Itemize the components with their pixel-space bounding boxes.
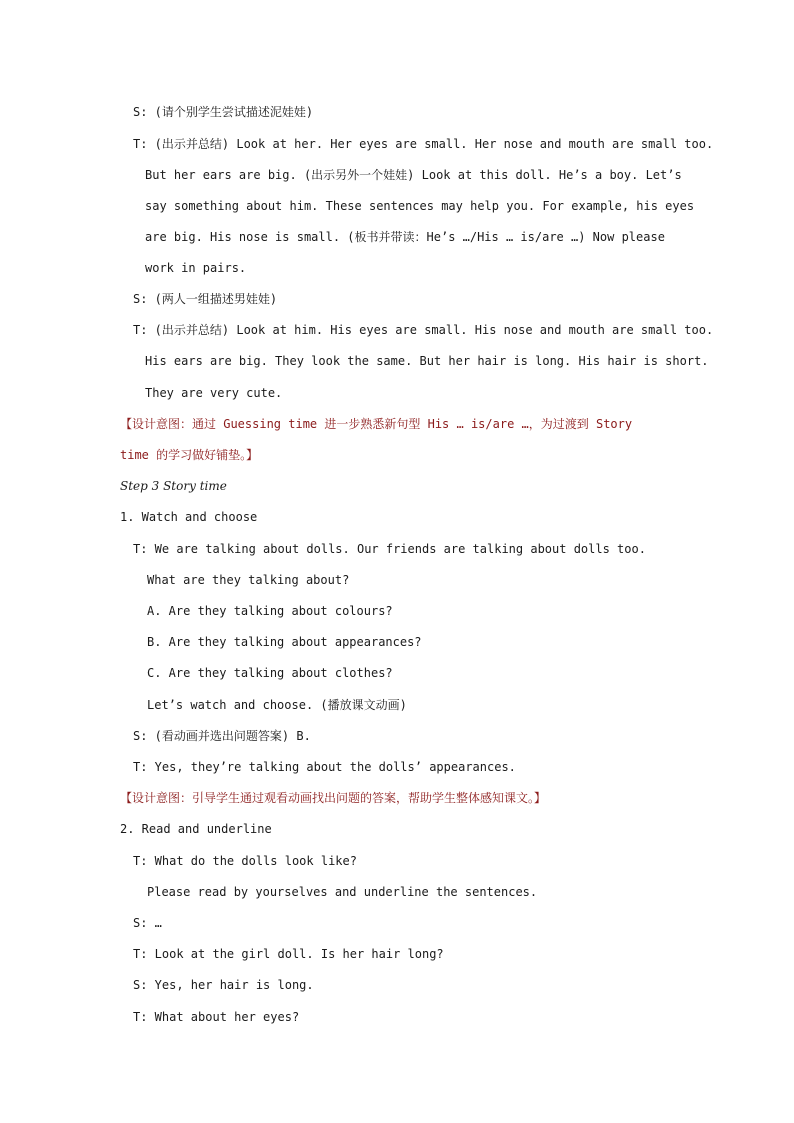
activity-heading: 2. Read and underline (120, 822, 272, 836)
dialogue-line: They are very cute. (145, 386, 283, 400)
dialogue-line: Please read by yourselves and underline the sentences. (147, 885, 538, 899)
dialogue-line: T: (出示并总结) Look at her. Her eyes are small. Her nose and mouth are small too. (133, 137, 714, 151)
dialogue-line: T: Look at the girl doll. Is her hair long? (133, 947, 444, 961)
dialogue-line: Let’s watch and choose. (播放课文动画) (147, 698, 407, 712)
activity-heading: 1. Watch and choose (120, 510, 258, 524)
step-heading: Step 3 Story time (120, 479, 227, 493)
dialogue-line: T: Yes, they’re talking about the dolls’ appearances. (133, 760, 516, 774)
option-line: B. Are they talking about appearances? (147, 635, 422, 649)
option-line: C. Are they talking about clothes? (147, 666, 393, 680)
dialogue-line: S: (两人一组描述男娃娃) (133, 292, 278, 306)
dialogue-line: But her ears are big. (出示另外一个娃娃) Look at this doll. He’s a boy. Let’s (145, 168, 682, 182)
option-line: A. Are they talking about colours? (147, 604, 393, 618)
dialogue-line: T: We are talking about dolls. Our friends are talking about dolls too. (133, 542, 646, 556)
dialogue-line: S: … (133, 916, 162, 930)
dialogue-line: His ears are big. They look the same. But her hair is long. His hair is short. (145, 354, 709, 368)
dialogue-line: S: (请个别学生尝试描述泥娃娃) (133, 105, 314, 119)
dialogue-line: are big. His nose is small. (板书并带读：He’s …/His … is/are …) Now please (145, 230, 665, 244)
dialogue-line: T: (出示并总结) Look at him. His eyes are small. His nose and mouth are small too. (133, 323, 714, 337)
dialogue-line: T: What about her eyes? (133, 1010, 300, 1024)
dialogue-line: What are they talking about? (147, 573, 350, 587)
dialogue-line: T: What do the dolls look like? (133, 854, 357, 868)
design-intent-note: time 的学习做好铺垫。】 (120, 448, 259, 462)
dialogue-line: say something about him. These sentences may help you. For example, his eyes (145, 199, 695, 213)
dialogue-line: work in pairs. (145, 261, 247, 275)
dialogue-line: S: (看动画并选出问题答案) B. (133, 729, 311, 743)
design-intent-note: 【设计意图：通过 Guessing time 进一步熟悉新句型 His … is/are …，为过渡到 Story (120, 417, 633, 431)
design-intent-note: 【设计意图：引导学生通过观看动画找出问题的答案，帮助学生整体感知课文。】 (120, 791, 547, 805)
dialogue-line: S: Yes, her hair is long. (133, 978, 314, 992)
